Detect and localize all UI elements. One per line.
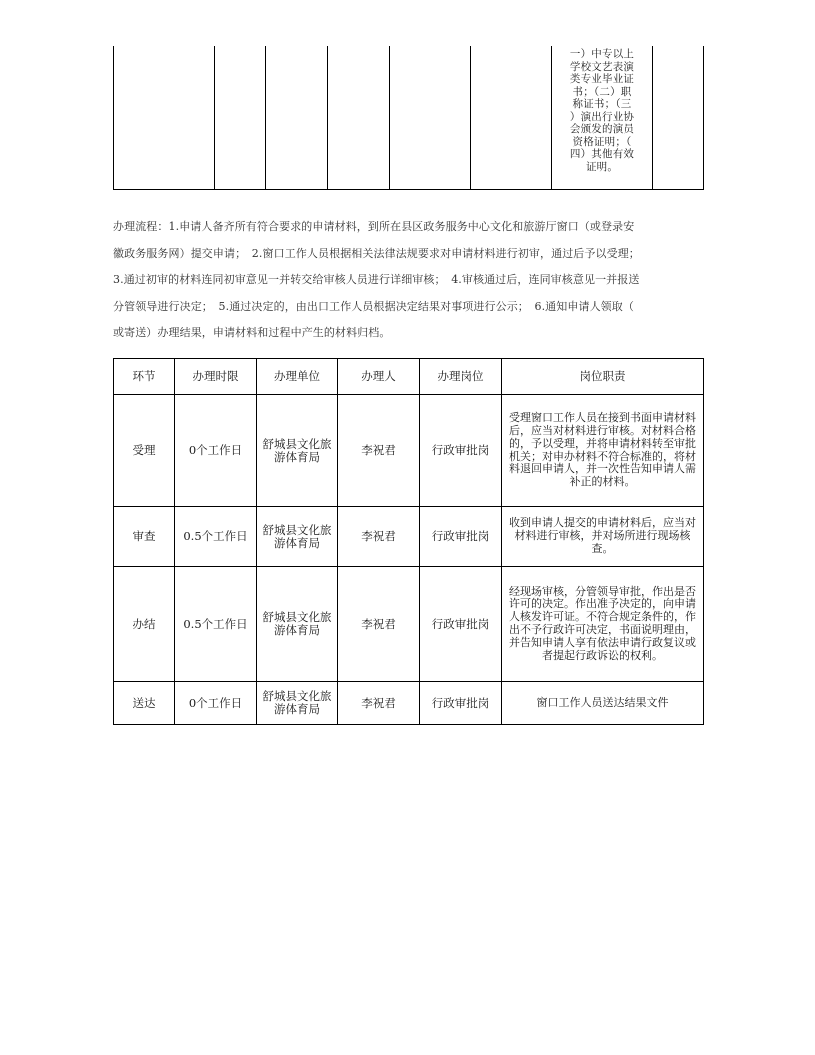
requirement-line: 一）中专以上 <box>569 48 635 60</box>
table-cell <box>653 46 704 190</box>
header-person: 办理人 <box>338 359 420 395</box>
process-line: 徽政务服务网）提交申请； 2.窗口工作人员根据相关法律法规要求对申请材料进行初审，通过后予以受理； <box>113 246 640 260</box>
post-cell: 行政审批岗 <box>420 682 502 725</box>
step-cell: 审查 <box>114 507 175 567</box>
requirement-line: ）演出行业协 <box>569 110 635 123</box>
requirement-line: 资格证明；（ <box>572 135 632 148</box>
header-step: 环节 <box>114 359 175 395</box>
table-header-row <box>114 359 704 395</box>
person-cell: 李祝君 <box>338 507 420 567</box>
duty-cell: 窗口工作人员送达结果文件 <box>502 682 704 725</box>
time-cell: 0个工作日 <box>175 682 257 725</box>
unit-cell: 舒城县文化旅游体育局 <box>257 682 338 725</box>
table-row <box>114 507 704 567</box>
header-time-limit: 办理时限 <box>175 359 257 395</box>
post-cell: 行政审批岗 <box>420 507 502 567</box>
process-line: 办理流程：1.申请人备齐所有符合要求的申请材料，到所在县区政务服务中心文化和旅游厅窗口（或登录安 <box>113 220 635 233</box>
step-cell: 受理 <box>114 395 175 507</box>
table-cell <box>471 46 552 190</box>
post-cell: 行政审批岗 <box>420 395 502 507</box>
header-post: 办理岗位 <box>420 359 502 395</box>
requirements-table-continuation <box>113 46 704 190</box>
post-cell: 行政审批岗 <box>420 567 502 682</box>
duty-cell: 经现场审核，分管领导审批，作出是否许可的决定。作出准予决定的，向申请人核发许可证。不符合规定条件的，作出不予行政许可决定，书面说明理由，并告知申请人享有依法申请行政复议或者提起行政诉讼的权利。 <box>502 567 704 682</box>
time-cell: 0.5个工作日 <box>175 567 257 682</box>
table-cell <box>266 46 328 190</box>
duty-cell: 收到申请人提交的申请材料后，应当对材料进行审核，并对场所进行现场核查。 <box>502 507 704 567</box>
table-cell <box>328 46 390 190</box>
table-row <box>114 395 704 507</box>
header-unit: 办理单位 <box>257 359 338 395</box>
table-row <box>114 682 704 725</box>
header-duty: 岗位职责 <box>502 359 704 395</box>
unit-cell: 舒城县文化旅游体育局 <box>257 507 338 567</box>
process-line: 3.通过初审的材料连同初审意见一并转交给审核人员进行详细审核； 4.审核通过后，连同审核意见一并报送 <box>113 273 640 286</box>
time-cell: 0个工作日 <box>175 395 257 507</box>
table-cell <box>215 46 266 190</box>
table-cell <box>114 46 215 190</box>
process-line: 或寄送）办理结果，申请材料和过程中产生的材料归档。 <box>113 326 391 339</box>
process-description <box>113 214 703 347</box>
requirement-text <box>552 46 652 173</box>
unit-cell: 舒城县文化旅游体育局 <box>257 395 338 507</box>
table-cell <box>390 46 471 190</box>
requirement-line: 证明。 <box>585 160 619 173</box>
step-cell: 送达 <box>114 682 175 725</box>
responsibility-table <box>113 358 704 725</box>
person-cell: 李祝君 <box>338 682 420 725</box>
requirement-line: 称证书；（三 <box>572 98 632 110</box>
duty-cell: 受理窗口工作人员在接到书面申请材料后，应当对材料进行审核。对材料合格的，予以受理，并将申请材料转至审批机关；对申办材料不符合标准的，将材料退回申请人，并一次性告知申请人需补正的材料。 <box>502 395 704 507</box>
unit-cell: 舒城县文化旅游体育局 <box>257 567 338 682</box>
person-cell: 李祝君 <box>338 395 420 507</box>
process-line: 分管领导进行决定； 5.通过决定的，由出口工作人员根据决定结果对事项进行公示； 6.通知申请人领取（ <box>113 299 634 313</box>
requirement-line: 书；（二）职 <box>572 85 632 98</box>
requirement-line: 学校文艺表演 <box>569 60 635 73</box>
requirement-cell <box>552 46 653 190</box>
requirement-line: 类专业毕业证 <box>569 73 635 85</box>
person-cell: 李祝君 <box>338 567 420 682</box>
step-cell: 办结 <box>114 567 175 682</box>
requirement-line: 会颁发的演员 <box>569 123 635 135</box>
time-cell: 0.5个工作日 <box>175 507 257 567</box>
requirement-line: 四）其他有效 <box>569 148 635 160</box>
table-row <box>114 567 704 682</box>
